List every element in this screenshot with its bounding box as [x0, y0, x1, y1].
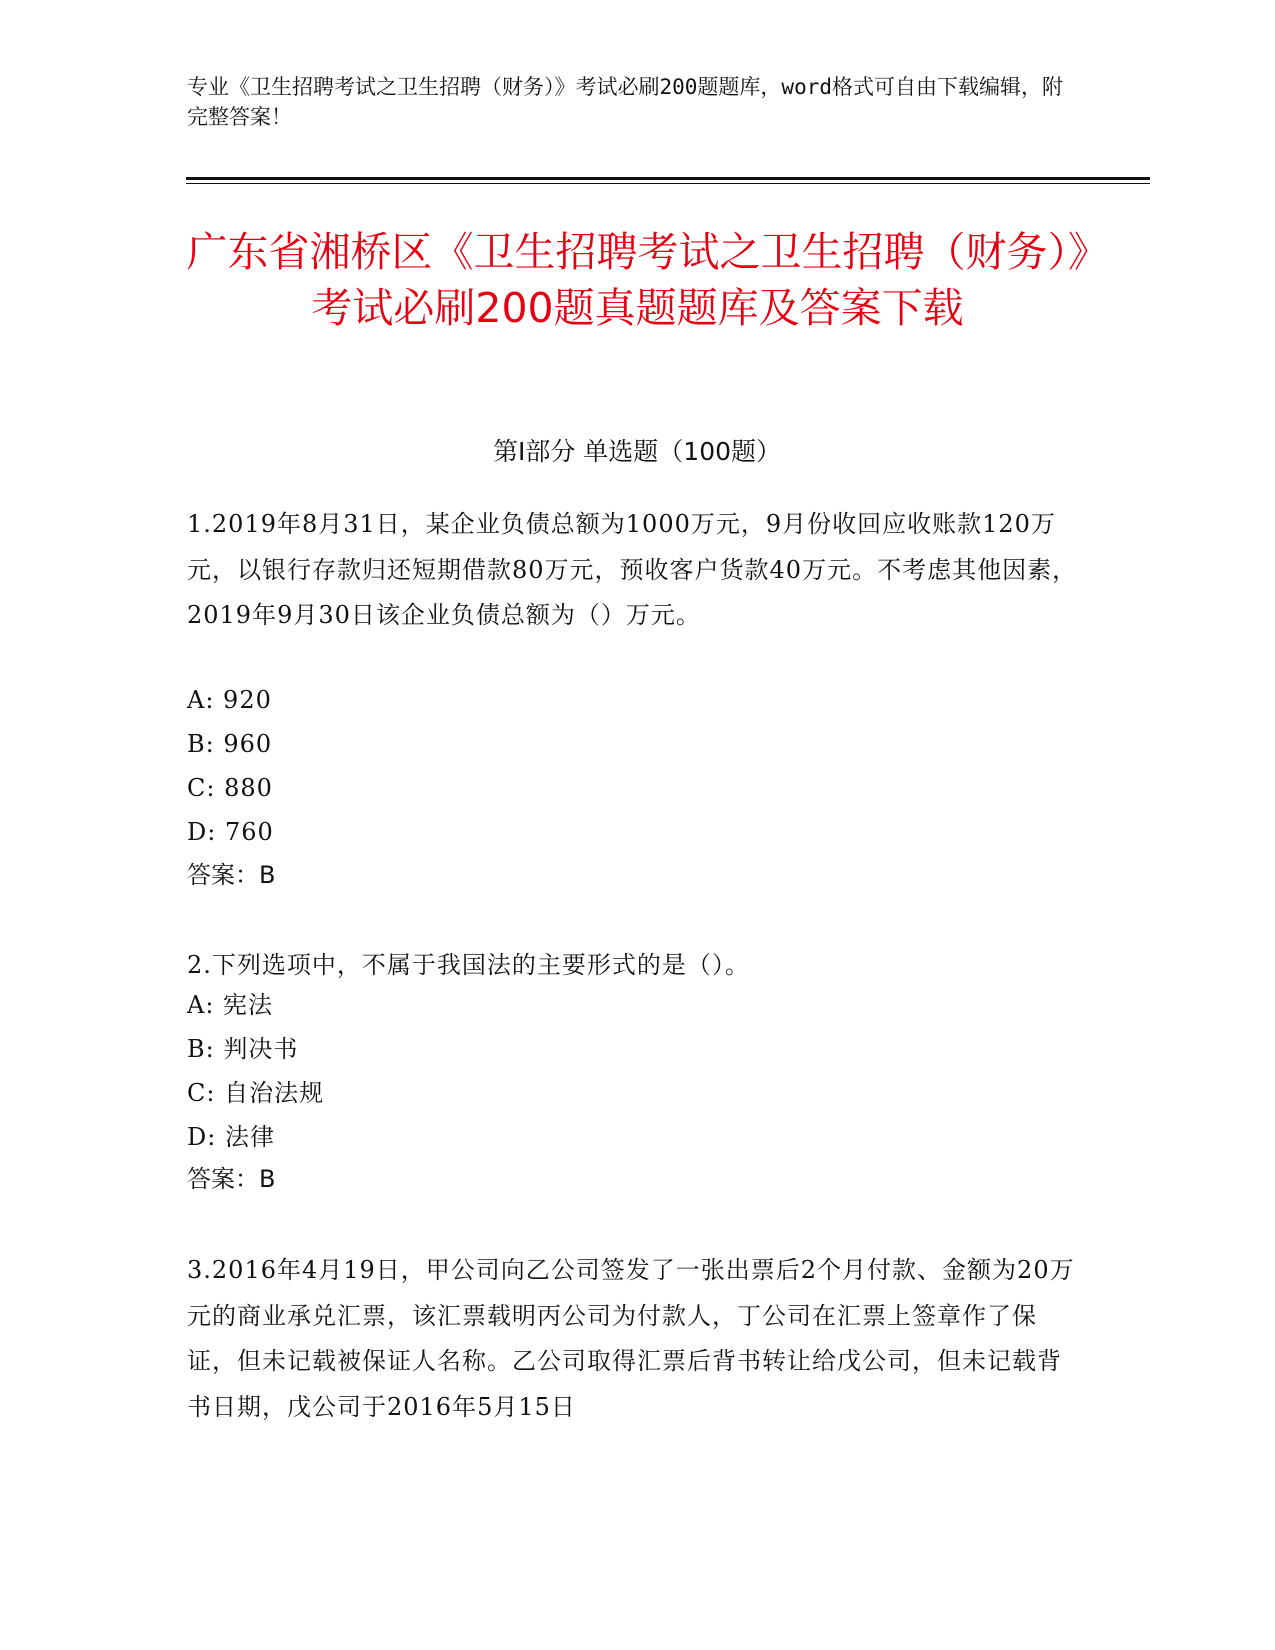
question-1-option-a: A: 920: [187, 686, 272, 714]
question-2-text: 2.下列选项中，不属于我国法的主要形式的是（）。: [187, 951, 750, 979]
header-rule-thick: [186, 177, 1150, 180]
question-2-answer: 答案：B: [187, 1165, 276, 1193]
question-1-option-d: D: 760: [187, 818, 274, 846]
question-2-option-b: B: 判决书: [187, 1035, 299, 1063]
question-2-option-c: C: 自治法规: [187, 1079, 325, 1107]
question-1-answer: 答案：B: [187, 861, 276, 889]
question-2-option-d: D: 法律: [187, 1123, 275, 1151]
document-title: 广东省湘桥区《卫生招聘考试之卫生招聘（财务）》考试必刷200题真题题库及答案下载: [186, 228, 1089, 332]
section-heading: 第I部分 单选题（100题）: [492, 437, 782, 466]
question-1-option-b: B: 960: [187, 730, 273, 758]
header-note: 专业《卫生招聘考试之卫生招聘（财务）》考试必刷200题题库，word格式可自由下载编辑，附完整答案！: [187, 75, 1063, 129]
header-rule-thin: [186, 183, 1150, 184]
question-1-option-c: C: 880: [187, 774, 273, 802]
question-2-option-a: A: 宪法: [187, 991, 274, 1019]
question-1-text: 1.2019年8月31日，某企业负债总额为1000万元，9月份收回应收账款120万元，以银行存款归还短期借款80万元，预收客户货款40万元。不考虑其他因素，2019年9月30日该企业负债总额为（）万元。: [187, 510, 1078, 629]
question-3-text: 3.2016年4月19日，甲公司向乙公司签发了一张出票后2个月付款、金额为20万元的商业承兑汇票，该汇票载明丙公司为付款人，丁公司在汇票上签章作了保证，但未记载被保证人名称。乙公司取得汇票后背书转让给戊公司，但未记载背书日期，戊公司于2016年5月15日: [187, 1256, 1075, 1421]
